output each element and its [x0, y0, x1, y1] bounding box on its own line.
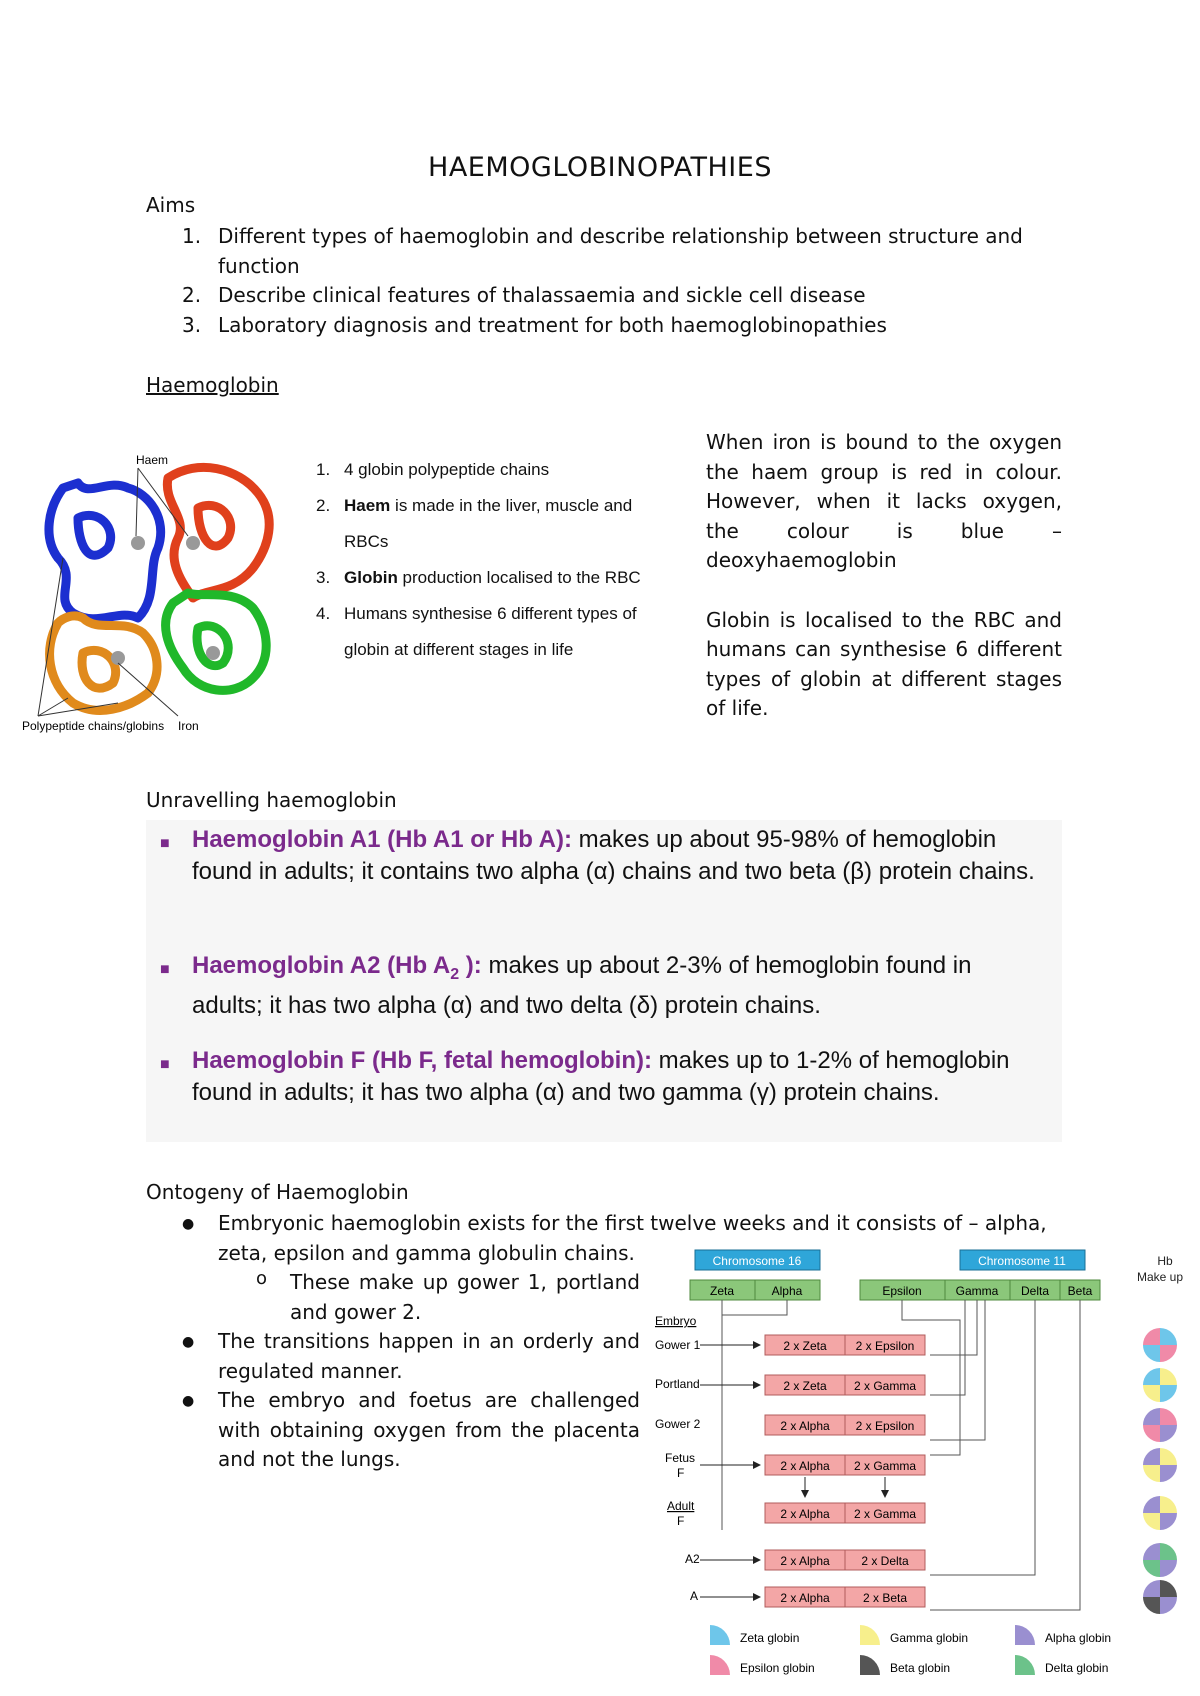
row-label-a: A: [690, 1589, 699, 1603]
list-item: ■ Haemoglobin F (Hb F, fetal hemoglobin): makes up to 1-2% of hemoglobin found in adults; it has two alpha (α) and two gamma (γ) protein chains.: [160, 1047, 1010, 1106]
gene-delta: Delta: [1020, 1284, 1050, 1298]
sub-bullet-icon: o: [256, 1268, 268, 1289]
chain-cell: 2 x Zeta: [783, 1339, 827, 1353]
ontogeny-bullet-3: The embryo and foetus are challenged with obtaining oxygen from the placenta and not the lungs.: [218, 1388, 640, 1471]
haemoglobin-structure-figure: [18, 448, 288, 738]
gene-beta: Beta: [1067, 1284, 1093, 1298]
chain-cell: 2 x Alpha: [780, 1507, 830, 1521]
note-paragraph: Globin is localised to the RBC and humans can synthesise 6 different types of globin at different stages of life.: [706, 607, 1062, 720]
list-item: ■ Haemoglobin A1 (Hb A1 or Hb A): makes up about 95-98% of hemoglobin found in adults; it contains two alpha (α) chains and two beta (β) protein chains.: [160, 826, 1035, 885]
figure-label-haem: Haem: [136, 453, 169, 467]
gene-alpha: Alpha: [771, 1284, 803, 1298]
chain-cell: 2 x Gamma: [853, 1507, 917, 1521]
chain-cell: 2 x Zeta: [783, 1379, 827, 1393]
figure-label-iron: Iron: [178, 719, 199, 733]
list-item: 3. Globin production localised to the RBC: [316, 568, 641, 587]
ontogeny-heading: Ontogeny of Haemoglobin: [146, 1180, 409, 1204]
row-label-a2: A2: [685, 1552, 700, 1566]
legend-alpha: Alpha globin: [1045, 1631, 1112, 1645]
row-label-gower-1: Gower 1: [655, 1338, 701, 1352]
row-label-portland: Portland: [655, 1377, 700, 1391]
ontogeny-bullet-2: The transitions happen in an orderly and regulated manner.: [218, 1329, 640, 1383]
gene-epsilon: Epsilon: [882, 1284, 922, 1298]
haemoglobin-types-box: [146, 820, 1062, 1142]
aims-item: 1. Different types of haemoglobin and describe relationship between structure and: [182, 224, 1023, 248]
row-label-gower-2: Gower 2: [655, 1417, 701, 1431]
haemoglobin-heading: Haemoglobin: [146, 373, 279, 397]
legend-epsilon-swatch: [710, 1655, 730, 1675]
chain-cell: 2 x Epsilon: [855, 1419, 915, 1433]
row-label-fetus-f: F: [677, 1466, 685, 1480]
list-item: RBCs: [344, 532, 389, 551]
aims-item: function: [218, 253, 300, 278]
list-item: 1. 4 globin polypeptide chains: [316, 460, 550, 479]
legend-delta: Delta globin: [1045, 1661, 1109, 1675]
ontogeny-bullet-1: Embryonic haemoglobin exists for the first twelve weeks and it consists of – alpha, zeta, epsilon and gamma globulin chains.: [218, 1211, 1047, 1265]
note-paragraph: When iron is bound to the oxygen the haem group is red in colour. However, when it lacks oxygen, the colour is blue – deoxyhaemoglobin: [706, 430, 1062, 572]
bullet-icon: ●: [182, 1393, 195, 1409]
list-item: globin at different stages in life: [344, 640, 574, 659]
page-title: HAEMOGLOBINOPATHIES: [428, 152, 772, 183]
square-bullet-icon: ■: [160, 1056, 170, 1073]
aims-item: 2. Describe clinical features of thalassaemia and sickle cell disease: [182, 283, 866, 307]
haemoglobin-ontogeny-diagram: [655, 1245, 1195, 1695]
legend-zeta-swatch: [710, 1625, 730, 1645]
chain-cell: 2 x Epsilon: [855, 1339, 915, 1353]
row-label-fetus: Fetus: [665, 1451, 696, 1465]
gene-gamma: Gamma: [955, 1284, 999, 1298]
list-item: 2. Haem is made in the liver, muscle and: [316, 496, 633, 515]
bullet-icon: ●: [182, 1216, 195, 1232]
hb-label: Hb: [1157, 1254, 1173, 1268]
hb-makeup-circles: [1143, 1328, 1177, 1614]
chain-cell: 2 x Alpha: [780, 1554, 830, 1568]
chain-cell: 2 x Gamma: [853, 1379, 917, 1393]
legend-beta-swatch: [860, 1655, 880, 1675]
legend-beta: Beta globin: [890, 1661, 951, 1675]
chain-cell: 2 x Alpha: [780, 1591, 830, 1605]
aims-item: 3. Laboratory diagnosis and treatment for both haemoglobinopathies: [182, 312, 887, 337]
aims-heading: Aims: [146, 193, 196, 217]
figure-label-chains: Polypeptide chains/globins: [22, 719, 165, 733]
legend-epsilon: Epsilon globin: [740, 1661, 815, 1675]
row-label-adult-f: F: [677, 1514, 685, 1528]
legend-alpha-swatch: [1015, 1625, 1035, 1645]
row-label-adult: Adult: [667, 1499, 695, 1513]
chain-cell: 2 x Alpha: [780, 1459, 830, 1473]
aims-list: [146, 222, 1046, 340]
square-bullet-icon: ■: [160, 961, 170, 978]
chain-cell: 2 x Beta: [862, 1591, 908, 1605]
bullet-icon: ●: [182, 1334, 195, 1350]
chain-cell: 2 x Gamma: [853, 1459, 917, 1473]
list-item: ■ Haemoglobin A2 (Hb $A_2$ ): makes up about 2-3% of hemoglobin found in adults; it has two alpha (α) and two delta (δ) protein chains.: [160, 952, 972, 1020]
legend-delta-swatch: [1015, 1655, 1035, 1675]
chromosome-16-label: Chromosome 16: [712, 1254, 802, 1268]
makeup-label: Make up: [1136, 1270, 1184, 1284]
legend-gamma: Gamma globin: [890, 1631, 969, 1645]
chain-cell: 2 x Alpha: [780, 1419, 830, 1433]
list-item: 4. Humans synthesise 6 different types of: [316, 604, 637, 623]
legend-gamma-swatch: [860, 1625, 880, 1645]
chain-cell: 2 x Delta: [861, 1554, 909, 1568]
haemoglobin-facts-list: [316, 452, 676, 668]
square-bullet-icon: ■: [160, 835, 170, 852]
chromosome-11-label: Chromosome 11: [978, 1254, 1066, 1268]
legend-zeta: Zeta globin: [740, 1631, 800, 1645]
ontogeny-sub-bullet: These make up gower 1, portland and gower 2.: [290, 1270, 640, 1324]
haemoglobin-notes: [706, 428, 1062, 724]
unravelling-heading: Unravelling haemoglobin: [146, 788, 397, 812]
embryo-label: Embryo: [655, 1314, 697, 1328]
gene-zeta: Zeta: [709, 1284, 735, 1298]
